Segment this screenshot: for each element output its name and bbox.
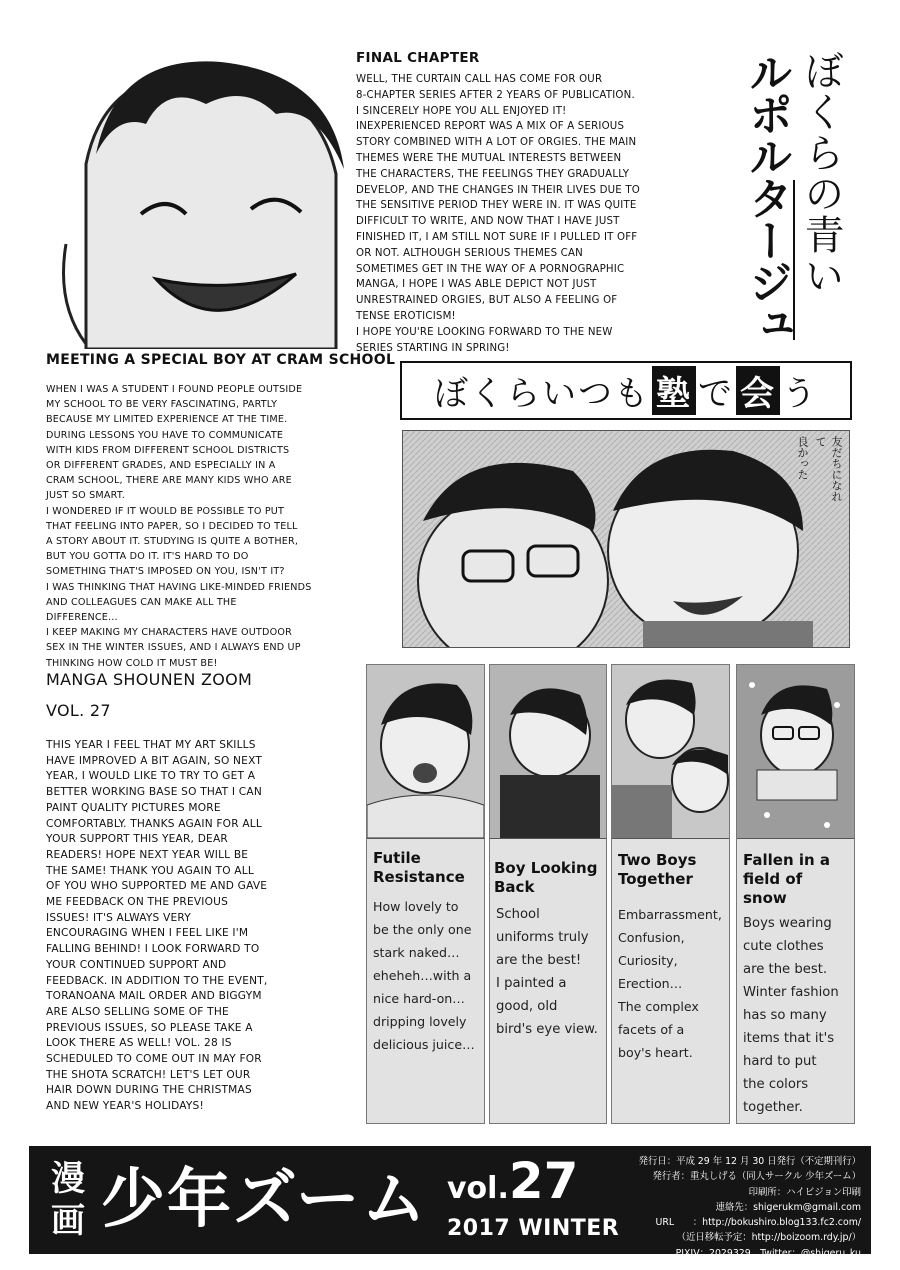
zoom-body: THIS YEAR I FEEL THAT MY ART SKILLS HAVE IMPROVED A BIT AGAIN, SO NEXT YEAR, I WOULD LIKE TO TRY TO GET A BETTER WORKING BASE SO THAT I CAN PAINT QUALITY PICTURES MORE COMFORTABLY. THANKS AGAIN FOR ALL YOUR SUPPORT THIS YEAR, DEAR READERS! HOPE NEXT YEAR WILL BE THE SAME! THANK YOU AGAIN TO ALL OF YOU WHO SUPPORTED ME AND GAVE ME FEEDBACK ON THE PREVIOUS ISSUES! IT'S ALWAYS VERY ENCOURAGING WHEN I FEEL LIKE I'M FALLING BEHIND! I LOOK FORWARD TO YOUR CONTINUED SUPPORT AND FEEDBACK. IN ADDITION TO THE EVENT, TORANOANA MAIL ORDER AND BIGGYM ARE ALSO SELLING SOME OF THE PREVIOUS ISSUES, SO PLEASE TAKE A LOOK THERE AS WELL! VOL. 28 IS SCHEDULED TO COME OUT IN MAY FOR THE SHOTA SCRATCH! LET'S LET OUR HAIR DOWN DURING THE CHRISTMAS AND NEW YEAR'S HOLIDAYS! [46,739,268,1113]
panel-art-4 [737,665,854,839]
speech-line1: 友だちになれて [814,436,843,502]
panel-1-body: How lovely to be the only one stark naked… eheheh…with a nice hard-on… dripping lovely delicious juice… [373,899,475,1052]
credits-block [581,1154,861,1261]
panel-fallen-in-snow [736,664,855,1124]
panel-art-3 [612,665,729,839]
jp-title-part1: ぼくらいつも [434,374,650,414]
cram-school-body: WHEN I WAS A STUDENT I FOUND PEOPLE OUTSIDE MY SCHOOL TO BE VERY FASCINATING, PARTLY BECAUSE MY LIMITED EXPERIENCE AT THE TIME. DURING LESSONS YOU HAVE TO COMMUNICATE WITH KIDS FROM DIFFERENT SCHOOL DISTRICTS OR DIFFERENT GRADES, AND ESPECIALLY IN A CRAM SCHOOL, THERE ARE MANY KIDS WHO ARE JUST SO SMART. I WONDERED IF IT WOULD BE POSSIBLE TO PUT THAT FEELING INTO PAPER, SO I DECIDED TO TELL A STORY ABOUT IT. STUDYING IS QUITE A BOTHER, BUT YOU GOTTA DO IT. IT'S HARD TO DO SOMETHING THAT'S IMPOSED ON YOU, ISN'T IT? I WAS THINKING THAT HAVING LIKE-MINDED FRIENDS AND COLLEAGUES CAN MAKE ALL THE DIFFERENCE… I KEEP MAKING MY CHARACTERS HAVE OUTDOOR SEX IN THE WINTER ISSUES, AND I ALWAYS END UP THINKING HOW COLD IT MUST BE! [46,384,312,669]
final-chapter-illustration [46,44,346,349]
panel-2-title: Boy Looking Back [494,859,598,896]
panel-3-title: Two Boys Together [618,851,697,888]
footer-bar [29,1146,871,1259]
credit-line: （近日移転予定：http://boizoom.rdy.jp/） [676,1232,861,1244]
jp-title-line1: ぼくらの青い [798,50,844,296]
credit-line: 印刷所：ハイビジョン印刷 [748,1186,861,1198]
panel-3-body: Embarrassment, Confusion, Curiosity, Erection… The complex facets of a boy's heart. [618,907,722,1060]
cram-school-jp-title [400,361,852,420]
jp-title-part2: で [698,374,734,414]
logo-kanji-stack [51,1158,91,1242]
volume-label [447,1152,578,1210]
credit-line: 連絡先：shigerukm@gmail.com [715,1201,861,1213]
jp-title-vertical [732,50,847,350]
panel-two-boys-together [611,664,730,1124]
credit-line: 発行日：平成 29 年 12 月 30 日発行（不定期刊行） [638,1156,861,1167]
credit-line: URL ：http://bokushiro.blog133.fc2.com/ [655,1217,861,1229]
credit-line: PIXIV：2029329 Twitter：@shigeru_ku [675,1247,861,1259]
vertical-divider [793,180,795,340]
final-chapter-heading: FINAL CHAPTER [356,50,480,66]
volume-prefix: vol. [447,1171,509,1206]
final-chapter-body: WELL, THE CURTAIN CALL HAS COME FOR OUR 8-CHAPTER SERIES AFTER 2 YEARS OF PUBLICATION. I SINCERELY HOPE YOU ALL ENJOYED IT! INEXPERIENCED REPORT WAS A MIX OF A SERIOUS STORY COMBINED WITH A LOT OF ORGIES. THE MAIN THEMES WERE THE MUTUAL INTERESTS BETWEEN THE CHARACTERS, THE FEELINGS THEY GRADUALLY DEVELOP, AND THE CHANGES IN THEIR LIVES DUE TO THE SENSITIVE PERIOD THEY WERE IN. IT WAS QUITE DIFFICULT TO WRITE, AND NOW THAT I HAVE JUST FINISHED IT, I AM STILL NOT SURE IF I PULLED IT OFF OR NOT. ALTHOUGH SERIOUS THEMES CAN SOMETIMES GET IN THE WAY OF A PORNOGRAPHIC MANGA, I HOPE I WAS ABLE DEPICT NOT JUST UNRESTRAINED ORGIES, BUT ALSO A FEELING OF TENSE EROTICISM! I HOPE YOU'RE LOOKING FORWARD TO THE NEW SERIES STARTING IN SPRING! [356,74,640,354]
panel-4-title: Fallen in a field of snow [743,851,831,907]
logo-kanji-1: 漫 [51,1159,85,1199]
panel-boy-looking-back [489,664,607,1124]
credit-line: 発行者：重丸しげる（同人サークル 少年ズーム） [652,1171,861,1183]
cram-school-heading: MEETING A SPECIAL BOY AT CRAM SCHOOL [46,352,396,368]
speech-line2: 良かった [796,436,809,480]
jp-title-line2: ルポルタージュ [741,50,792,344]
panel-art-2 [490,665,606,839]
panel-2-body: School uniforms truly are the best! I painted a good, old bird's eye view. [496,907,598,1037]
season-label: 2017 WINTER [447,1216,620,1241]
zoom-heading-line1: MANGA SHOUNEN ZOOM [46,670,253,689]
volume-number: 27 [508,1152,579,1210]
zoom-heading-line2: VOL. 27 [46,701,111,720]
panel-1-title: Futile Resistance [373,849,465,886]
panel-4-body: Boys wearing cute clothes are the best. Winter fashion has so many items that it's hard to put the colors together. [743,916,839,1115]
logo-main: 少年ズーム [101,1163,428,1237]
jp-title-kanji-au: 会 [736,366,780,415]
cram-school-illustration [402,430,850,648]
panel-futile-resistance [366,664,485,1124]
jp-title-kanji-juku: 塾 [652,366,696,415]
panel-art-1 [367,665,484,839]
logo-kanji-2: 画 [51,1201,85,1241]
speech-bubble [796,436,844,506]
jp-title-part3: う [782,374,818,414]
